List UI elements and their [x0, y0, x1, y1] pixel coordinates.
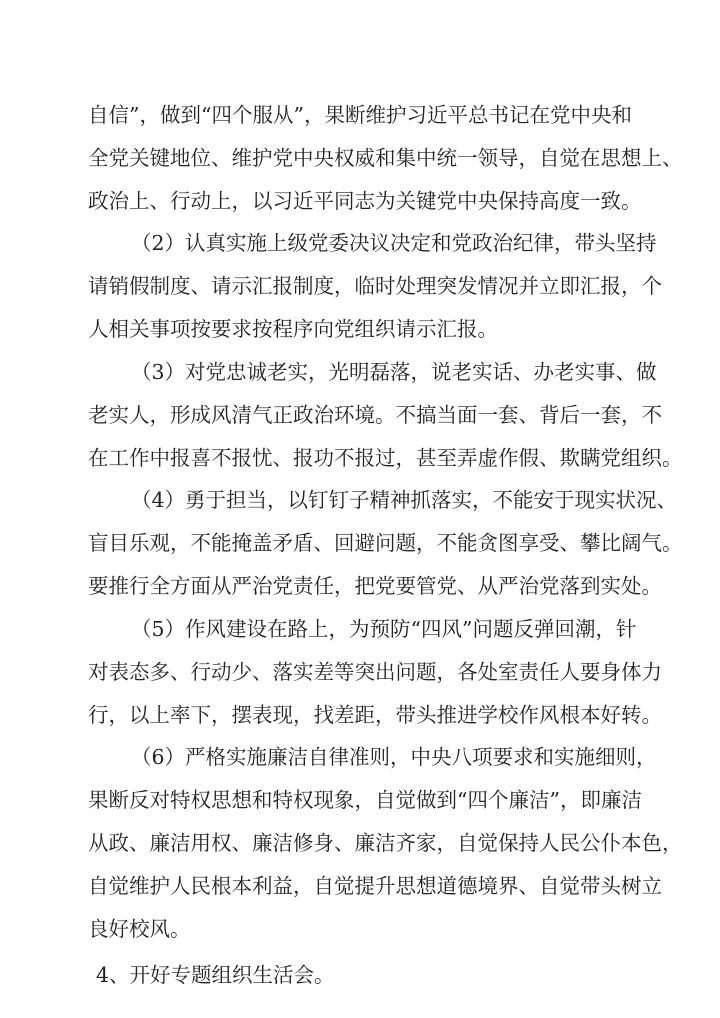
text-line: 盲目乐观，不能掩盖矛盾、回避问题，不能贪图享受、攀比阔气。: [88, 531, 683, 555]
text-line: 对表态多、行动少、落实差等突出问题，各处室责任人要身体力: [88, 660, 662, 684]
text-line: 自觉维护人民根本利益，自觉提升思想道德境界、自觉带头树立: [88, 874, 662, 898]
text-line: 要推行全方面从严治党责任，把党要管党、从严治党落到实处。: [88, 574, 662, 598]
text-line: 果断反对特权思想和特权现象，自觉做到“四个廉洁”，即廉洁: [88, 788, 642, 812]
text-line: 从政、廉洁用权、廉洁修身、廉洁齐家，自觉保持人民公仆本色，: [88, 831, 683, 855]
text-line: 人相关事项按要求按程序向党组织请示汇报。: [88, 317, 498, 341]
text-line: 老实人，形成风清气正政治环境。不搞当面一套、背后一套，不: [88, 403, 662, 427]
text-line: 政治上、行动上，以习近平同志为关键党中央保持高度一致。: [88, 189, 642, 213]
paragraph-2-first-line: （2）认真实施上级党委决议决定和党政治纪律，带头坚持: [131, 231, 657, 255]
text-line: 全党关键地位、维护党中央权威和集中统一领导，自觉在思想上、: [88, 146, 683, 170]
section-heading: 4、开好专题组织生活会。: [96, 963, 335, 987]
text-line: 在工作中报喜不报忧、报功不报过，甚至弄虚作假、欺瞒党组织。: [88, 446, 683, 470]
paragraph-5-first-line: （5）作风建设在路上，为预防“四风”问题反弹回潮，针: [131, 617, 637, 641]
paragraph-3-first-line: （3）对党忠诚老实，光明磊落，说老实话、办老实事、做: [131, 360, 657, 384]
text-line: 良好校风。: [88, 917, 191, 941]
text-line: 自信”，做到“四个服从”，果断维护习近平总书记在党中央和: [88, 103, 632, 127]
text-line: 请销假制度、请示汇报制度，临时处理突发情况并立即汇报，个: [88, 274, 662, 298]
paragraph-4-first-line: （4）勇于担当，以钉钉子精神抓落实，不能安于现实状况、: [131, 488, 678, 512]
paragraph-6-first-line: （6）严格实施廉洁自律准则，中央八项要求和实施细则，: [131, 745, 657, 769]
text-line: 行，以上率下，摆表现，找差距，带头推进学校作风根本好转。: [88, 703, 662, 727]
